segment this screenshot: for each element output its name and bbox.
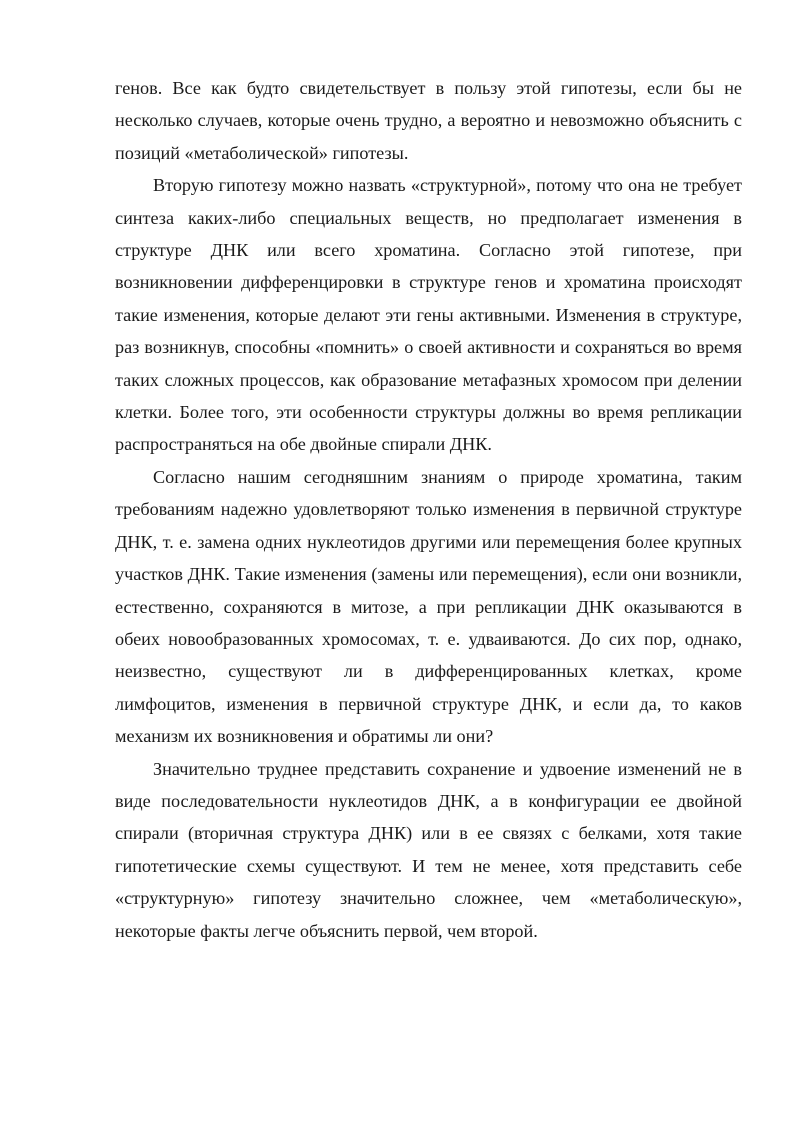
paragraph-4: Значительно труднее представить сохранение и удвоение изменений не в виде последовательности нуклеотидов ДНК, а в конфигурации ее двойной спирали (вторичная структура ДНК) или в ее связях с белками, хотя такие гипотетические схемы существуют. И тем не менее, хотя представить себе «структурную» гипотезу значительно сложнее, чем «метаболическую», некоторые факты легче объяснить первой, чем второй. (115, 758, 742, 941)
paragraph-3: Согласно нашим сегодняшним знаниям о природе хроматина, таким требованиям надежно удовлетворяют только изменения в первичной структуре ДНК, т. е. замена одних нуклеотидов другими или перемещения более крупных участков ДНК. Такие изменения (замены или перемещения), если они возникли, естественно, сохраняются в митозе, а при репликации ДНК оказываются в обеих новообразованных хромосомах, т. е. удваиваются. До сих пор, однако, неизвестно, существуют ли в дифференцированных клетках, кроме лимфоцитов, изменения в первичной структуре ДНК, и если да, то каков механизм их возникновения и обратимы ли они? (115, 466, 742, 747)
document-body (115, 72, 742, 947)
paragraph-1: генов. Все как будто свидетельствует в пользу этой гипотезы, если бы не несколько случаев, которые очень трудно, а вероятно и невозможно объяснить с позиций «метаболической» гипотезы. (115, 78, 742, 163)
paragraph-2: Вторую гипотезу можно назвать «структурной», потому что она не требует синтеза каких-либо специальных веществ, но предполагает изменения в структуре ДНК или всего хроматина. Согласно этой гипотезе, при возникновении дифференцировки в структуре генов и хроматина происходят такие изменения, которые делают эти гены активными. Изменения в структуре, раз возникнув, способны «помнить» о своей активности и сохраняться во время таких сложных процессов, как образование метафазных хромосом при делении клетки. Более того, эти особенности структуры должны во время репликации распространяться на обе двойные спирали ДНК. (115, 175, 742, 455)
